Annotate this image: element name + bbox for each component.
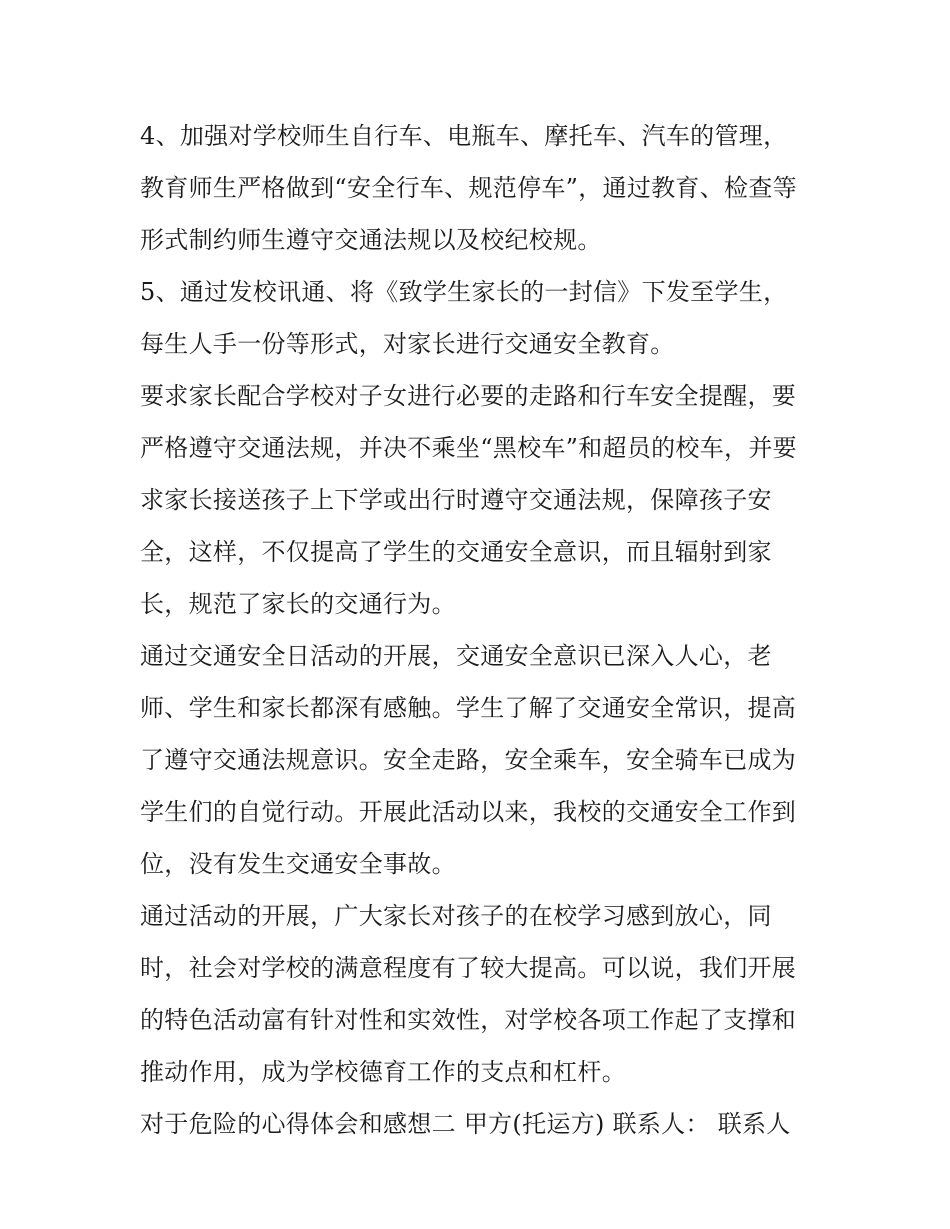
text-line: 通过活动的开展，广大家长对孩子的在校学习感到放心，同 bbox=[140, 902, 772, 930]
text-line: 位，没有发生交通安全事故。 bbox=[140, 850, 456, 878]
text-line: 4、加强对学校师生自行车、电瓶车、摩托车、汽车的管理， bbox=[140, 122, 788, 150]
text-line: 5、通过发校讯通、将《致学生家长的一封信》下发至学生， bbox=[140, 278, 788, 306]
text-line: 学生们的自觉行动。开展此活动以来，我校的交通安全工作到 bbox=[140, 798, 797, 826]
text-line: 长，规范了家长的交通行为。 bbox=[140, 590, 456, 618]
text-line: 教育师生严格做到“安全行车、规范停车”，通过教育、检查等 bbox=[140, 174, 797, 202]
text-line: 严格遵守交通法规，并决不乘坐“黑校车”和超员的校车，并要 bbox=[140, 434, 797, 462]
text-line: 了遵守交通法规意识。安全走路，安全乘车，安全骑车已成为 bbox=[140, 746, 797, 774]
text-line: 形式制约师生遵守交通法规以及校纪校规。 bbox=[140, 226, 602, 254]
text-line: 全，这样，不仅提高了学生的交通安全意识，而且辐射到家 bbox=[140, 538, 772, 566]
text-line: 推动作用，成为学校德育工作的支点和杠杆。 bbox=[140, 1058, 626, 1086]
text-line: 求家长接送孩子上下学或出行时遵守交通法规，保障孩子安 bbox=[140, 486, 772, 514]
document-body bbox=[140, 110, 820, 1150]
text-line: 时，社会对学校的满意程度有了较大提高。可以说，我们开展 bbox=[140, 954, 797, 982]
text-line: 要求家长配合学校对子女进行必要的走路和行车安全提醒，要 bbox=[140, 382, 797, 410]
text-line: 每生人手一份等形式，对家长进行交通安全教育。 bbox=[140, 330, 675, 358]
text-line: 通过交通安全日活动的开展，交通安全意识已深入人心，老 bbox=[140, 642, 772, 670]
text-line: 师、学生和家长都深有感触。学生了解了交通安全常识，提高 bbox=[140, 694, 797, 722]
text-line: 对于危险的心得体会和感想二 甲方(托运方) 联系人： 联系人 bbox=[140, 1110, 791, 1138]
text-line: 的特色活动富有针对性和实效性，对学校各项工作起了支撑和 bbox=[140, 1006, 797, 1034]
